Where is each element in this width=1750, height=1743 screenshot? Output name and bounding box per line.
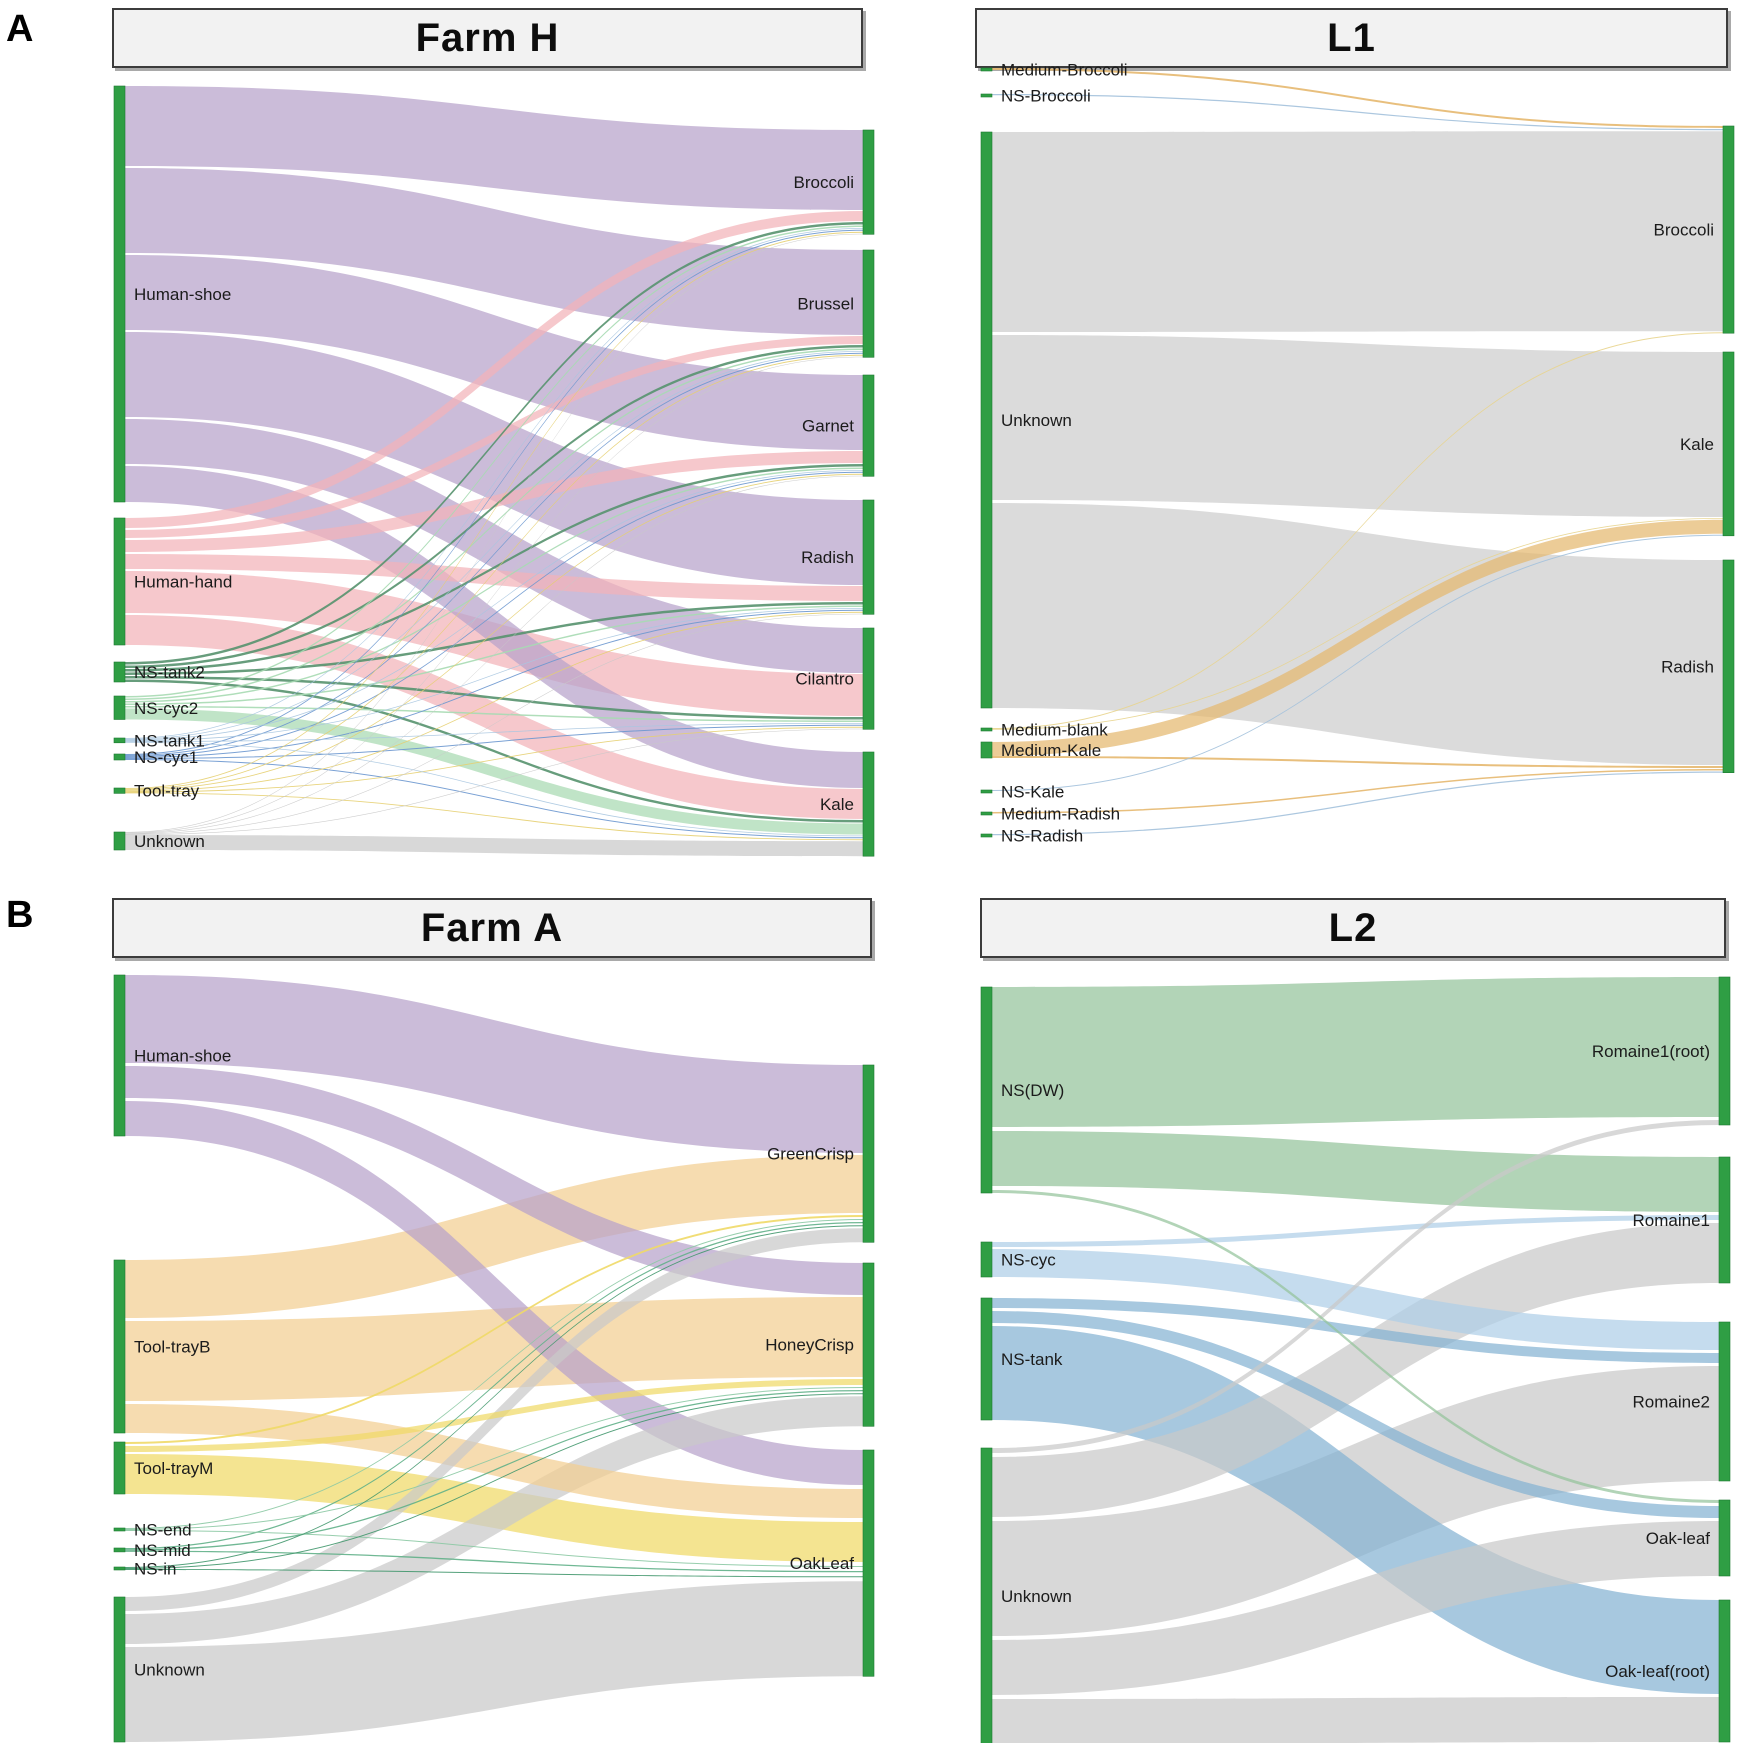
node-label-Tool-tray: Tool-tray [134, 781, 200, 801]
node-label-Medium-Broccoli: Medium-Broccoli [1001, 60, 1128, 80]
sankey-node-Human-shoe [114, 86, 125, 502]
sankey-node-NS-tank1 [114, 738, 125, 743]
node-label-Garnet: Garnet [802, 416, 854, 436]
node-label-NS-tank2: NS-tank2 [134, 663, 205, 682]
node-label-NS-Radish: NS-Radish [1001, 826, 1084, 846]
sankey-node-GreenCrisp [863, 1065, 874, 1242]
node-label-Broccoli: Broccoli [1653, 220, 1714, 240]
sankey-node-Romaine1(root) [1719, 977, 1730, 1125]
sankey-node-Medium-Kale [981, 742, 992, 758]
sankey-node-Kale [1723, 352, 1734, 536]
sankey-node-Unknown [114, 832, 125, 850]
node-label-Human-shoe: Human-shoe [134, 285, 232, 304]
node-label-NS-Broccoli: NS-Broccoli [1001, 86, 1091, 106]
node-label-Radish: Radish [1661, 657, 1714, 677]
sankey-node-Unknown [114, 1597, 125, 1742]
node-label-Romaine1(root): Romaine1(root) [1591, 1042, 1710, 1061]
flow-Unknown-to-Broccoli [992, 131, 1723, 332]
sankey-node-NS-in [114, 1567, 125, 1570]
sankey-node-Garnet [863, 375, 874, 476]
node-label-NS-cyc: NS-cyc [1001, 1250, 1056, 1270]
sankey-node-NS-end [114, 1528, 125, 1531]
sankey-node-Broccoli [1723, 126, 1734, 333]
node-label-Human-shoe: Human-shoe [134, 1046, 232, 1066]
node-label-NS-cyc1: NS-cyc1 [134, 748, 199, 767]
node-label-HoneyCrisp: HoneyCrisp [765, 1335, 854, 1355]
sankey-node-NS-mid [114, 1548, 125, 1552]
node-label-Radish: Radish [801, 548, 854, 568]
flow-Unknown-to-Oak-leaf(root) [992, 1697, 1719, 1743]
sankey-node-Oak-leaf(root) [1719, 1600, 1730, 1742]
sankey-node-Human-hand [114, 518, 125, 645]
sankey-node-Cilantro [863, 628, 874, 729]
node-label-Unknown: Unknown [1001, 1587, 1072, 1606]
node-label-NS-in: NS-in [134, 1559, 177, 1579]
sankey-node-NS-cyc [981, 1242, 992, 1277]
sankey-node-Brussel [863, 250, 874, 357]
sankey-node-Radish [863, 500, 874, 614]
panel-letter-b: B [6, 894, 34, 936]
sankey-node-Romaine1 [1719, 1157, 1730, 1283]
node-label-Brussel: Brussel [797, 294, 854, 314]
node-label-Medium-Radish: Medium-Radish [1001, 804, 1121, 824]
sankey-panel-l1 [975, 60, 1740, 850]
node-label-Cilantro: Cilantro [795, 669, 854, 689]
panel-title-farm-a: Farm A [112, 898, 872, 958]
node-label-Unknown: Unknown [134, 832, 205, 851]
sankey-l2 [975, 965, 1740, 1743]
node-label-Medium-blank: Medium-blank [1001, 720, 1108, 740]
node-label-Human-hand: Human-hand [134, 572, 233, 592]
sankey-farm-h [112, 70, 878, 870]
sankey-node-Kale [863, 752, 874, 856]
sankey-node-NS-Kale [981, 790, 992, 793]
panel-letter-a: A [6, 8, 34, 50]
sankey-farm-a [112, 965, 878, 1743]
sankey-node-NS-Broccoli [981, 94, 992, 97]
node-label-NS-end: NS-end [134, 1520, 192, 1540]
node-label-Oak-leaf: Oak-leaf [1645, 1529, 1710, 1548]
flow-NS-Radish-to-Radish [992, 772, 1723, 836]
sankey-node-Romaine2 [1719, 1322, 1730, 1481]
sankey-node-NS-cyc2 [114, 696, 125, 720]
sankey-node-Medium-Broccoli [981, 68, 992, 71]
sankey-node-Unknown [981, 1448, 992, 1743]
sankey-node-Medium-Radish [981, 812, 992, 815]
node-label-Kale: Kale [1679, 434, 1714, 454]
sankey-node-Radish [1723, 560, 1734, 773]
node-label-Tool-trayB: Tool-trayB [134, 1337, 211, 1357]
node-label-NS-tank1: NS-tank1 [134, 731, 205, 751]
node-label-Broccoli: Broccoli [793, 173, 854, 193]
panel-title-l1: L1 [975, 8, 1728, 68]
node-label-NS-cyc2: NS-cyc2 [134, 698, 199, 718]
sankey-node-NS-tank2 [114, 662, 125, 682]
flow-NS-in-to-OakLeaf [125, 1569, 863, 1577]
node-label-OakLeaf: OakLeaf [789, 1554, 854, 1574]
node-label-Medium-Kale: Medium-Kale [1001, 741, 1102, 760]
flow-Unknown-to-Kale [992, 335, 1723, 517]
node-label-Romaine2: Romaine2 [1632, 1392, 1710, 1412]
node-label-GreenCrisp: GreenCrisp [767, 1144, 854, 1164]
panel-title-l2: L2 [980, 898, 1726, 958]
sankey-node-Oak-leaf [1719, 1500, 1730, 1576]
node-label-Romaine1: Romaine1 [1632, 1211, 1710, 1230]
sankey-node-Unknown [981, 132, 992, 708]
node-label-Oak-leaf(root): Oak-leaf(root) [1605, 1662, 1710, 1681]
sankey-node-Broccoli [863, 130, 874, 234]
sankey-panel-farm-h [112, 70, 878, 870]
sankey-node-Tool-trayB [114, 1260, 125, 1433]
panel-title-farm-h: Farm H [112, 8, 863, 68]
node-label-Kale: Kale [819, 795, 854, 815]
node-label-Unknown: Unknown [134, 1660, 205, 1680]
node-label-NS-mid: NS-mid [134, 1540, 191, 1560]
flow-NS(DW)-to-Romaine1 [992, 1131, 1719, 1212]
sankey-node-Human-shoe [114, 975, 125, 1136]
sankey-node-HoneyCrisp [863, 1263, 874, 1426]
node-label-NS(DW): NS(DW) [1001, 1081, 1065, 1100]
sankey-node-NS-tank [981, 1298, 992, 1420]
node-label-NS-tank: NS-tank [1001, 1350, 1063, 1369]
sankey-node-Tool-trayM [114, 1442, 125, 1494]
sankey-node-Medium-blank [981, 728, 992, 731]
node-label-Tool-trayM: Tool-trayM [134, 1459, 214, 1478]
sankey-panel-l2 [975, 965, 1740, 1743]
sankey-l1 [975, 60, 1740, 850]
node-label-NS-Kale: NS-Kale [1001, 782, 1065, 802]
sankey-node-NS-Radish [981, 834, 992, 837]
node-label-Unknown: Unknown [1001, 411, 1072, 430]
sankey-node-OakLeaf [863, 1450, 874, 1676]
sankey-node-Tool-tray [114, 788, 125, 793]
sankey-node-NS(DW) [981, 987, 992, 1193]
flow-Unknown-to-OakLeaf [125, 1581, 863, 1742]
sankey-node-NS-cyc1 [114, 754, 125, 760]
sankey-panel-farm-a [112, 965, 878, 1743]
